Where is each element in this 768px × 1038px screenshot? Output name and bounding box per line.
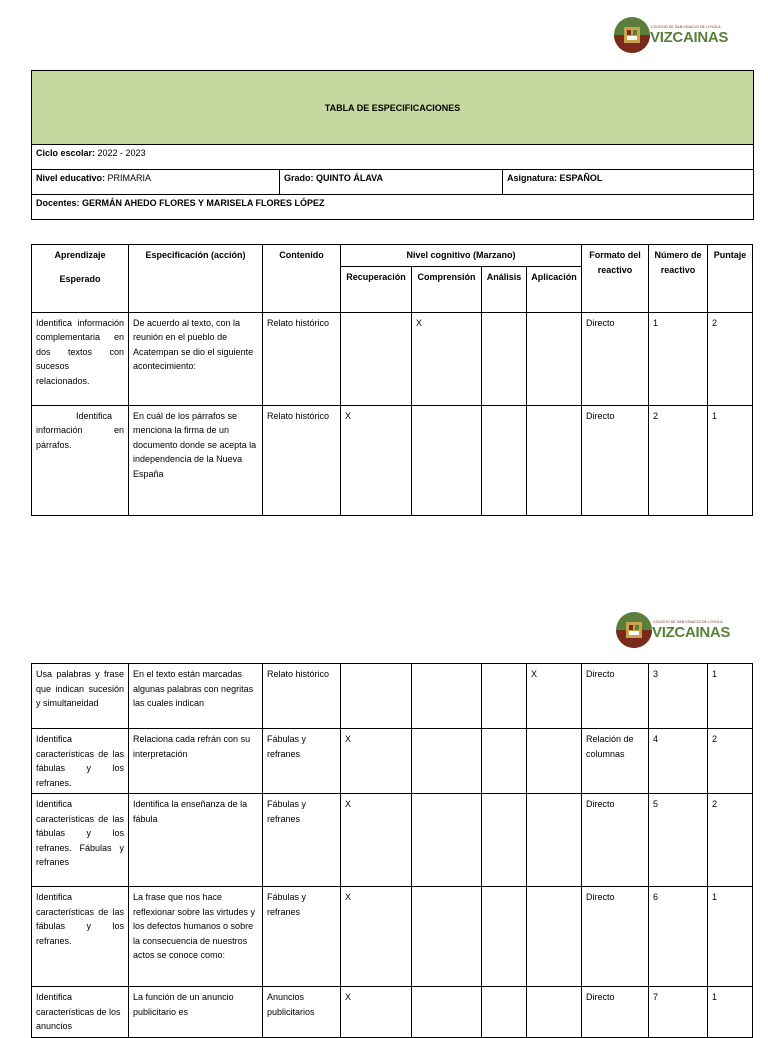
cell-especificacion: La función de un anuncio publicitario es <box>129 987 263 1038</box>
table-row <box>32 729 753 794</box>
cell-aplicacion: X <box>527 664 582 729</box>
crest-icon <box>613 8 651 62</box>
docentes-value: GERMÁN AHEDO FLORES Y MARISELA FLORES LÓPEZ <box>79 198 325 208</box>
cell-comprension <box>412 794 482 887</box>
cell-especificacion: En el texto están marcadas algunas palabras con negritas las cuales indican <box>129 664 263 729</box>
cell-puntaje: 1 <box>708 664 753 729</box>
school-name: COLEGIO DE SAN IGNACIO DE LOYOLA <box>653 620 723 624</box>
docentes-label: Docentes: <box>36 198 80 208</box>
cell-numero: 7 <box>649 987 708 1038</box>
docentes-row <box>32 194 753 219</box>
cell-contenido: Fábulas y refranes <box>263 729 341 794</box>
table-row <box>32 887 753 987</box>
cell-analisis <box>482 887 527 987</box>
cell-contenido: Fábulas y refranes <box>263 794 341 887</box>
col-contenido: Contenido <box>263 245 341 313</box>
cell-puntaje: 1 <box>708 987 753 1038</box>
cell-contenido: Fábulas y refranes <box>263 887 341 987</box>
cell-recuperacion: X <box>341 729 412 794</box>
cell-analisis <box>482 987 527 1038</box>
asignatura-value: ESPAÑOL <box>557 173 603 183</box>
cell-puntaje: 2 <box>708 794 753 887</box>
cell-aprendizaje: Identifica información en párrafos. <box>32 405 129 515</box>
cell-comprension <box>412 987 482 1038</box>
header-table <box>31 70 754 220</box>
cell-aprendizaje: Identifica características de las fábulas y los refranes. <box>32 887 129 987</box>
nivel-value: PRIMARIA <box>105 173 152 183</box>
col-aplicacion: Aplicación <box>527 266 582 312</box>
cell-aplicacion <box>527 794 582 887</box>
cell-aprendizaje: Identifica información complementaria en dos textos con sucesos relacionados. <box>32 312 129 405</box>
cell-numero: 3 <box>649 664 708 729</box>
cell-contenido: Relato histórico <box>263 664 341 729</box>
col-numero: Número de reactivo <box>649 245 708 313</box>
cell-aplicacion <box>527 887 582 987</box>
asignatura-label: Asignatura: <box>507 173 558 183</box>
table-row <box>32 312 753 405</box>
cell-numero: 5 <box>649 794 708 887</box>
cell-contenido: Relato histórico <box>263 405 341 515</box>
col-nivel-cognitivo: Nivel cognitivo (Marzano) <box>341 245 582 267</box>
cell-contenido: Relato histórico <box>263 312 341 405</box>
cell-aplicacion <box>527 987 582 1038</box>
school-logo <box>613 8 729 64</box>
table-row <box>32 794 753 887</box>
cell-formato: Directo <box>582 794 649 887</box>
cell-recuperacion: X <box>341 987 412 1038</box>
cell-aprendizaje: Identifica características de los anuncios <box>32 987 129 1038</box>
ciclo-label: Ciclo escolar: <box>36 148 96 158</box>
cell-puntaje: 1 <box>708 405 753 515</box>
cell-aprendizaje: Usa palabras y frase que indican sucesión y simultaneidad <box>32 664 129 729</box>
col-especificacion: Especificación (acción) <box>129 245 263 313</box>
school-name: COLEGIO DE SAN IGNACIO DE LOYOLA <box>651 25 721 29</box>
col-aprendizaje-line1: Aprendizaje <box>54 250 106 260</box>
table-row <box>32 987 753 1038</box>
document-title: TABLA DE ESPECIFICACIONES <box>32 71 753 144</box>
cell-analisis <box>482 664 527 729</box>
cell-numero: 4 <box>649 729 708 794</box>
cell-formato: Directo <box>582 312 649 405</box>
brand-name: VIZCAINAS <box>652 624 731 641</box>
cell-especificacion: Relaciona cada refrán con su interpretación <box>129 729 263 794</box>
cell-analisis <box>482 312 527 405</box>
cell-especificacion: En cuál de los párrafos se menciona la firma de un documento donde se acepta la independencia de la Nueva España <box>129 405 263 515</box>
cell-comprension: X <box>412 312 482 405</box>
cell-contenido: Anuncios publicitarios <box>263 987 341 1038</box>
cell-especificacion: De acuerdo al texto, con la reunión en el pueblo de Acatempan se dio el siguiente acontecimiento: <box>129 312 263 405</box>
cell-aplicacion <box>527 312 582 405</box>
cell-formato: Directo <box>582 405 649 515</box>
cell-formato: Directo <box>582 987 649 1038</box>
cell-aprendizaje: Identifica características de las fábulas y los refranes. Fábulas y refranes <box>32 794 129 887</box>
cell-puntaje: 1 <box>708 887 753 987</box>
cell-numero: 1 <box>649 312 708 405</box>
ciclo-row <box>32 144 753 169</box>
table-row <box>32 405 753 515</box>
col-puntaje: Puntaje <box>708 245 753 313</box>
school-logo-page2 <box>615 603 731 659</box>
brand-name: VIZCAINAS <box>650 29 729 46</box>
cell-formato: Directo <box>582 887 649 987</box>
cell-numero: 6 <box>649 887 708 987</box>
spec-table-page1 <box>31 244 753 516</box>
ciclo-value: 2022 - 2023 <box>95 148 146 158</box>
table-row <box>32 664 753 729</box>
cell-recuperacion: X <box>341 405 412 515</box>
crest-icon <box>615 603 653 657</box>
cell-comprension <box>412 729 482 794</box>
grado-value: QUINTO ÁLAVA <box>313 173 384 183</box>
cell-aplicacion <box>527 405 582 515</box>
grado-label: Grado: <box>284 173 314 183</box>
cell-comprension <box>412 887 482 987</box>
col-analisis: Análisis <box>482 266 527 312</box>
cell-numero: 2 <box>649 405 708 515</box>
cell-aplicacion <box>527 729 582 794</box>
cell-formato: Directo <box>582 664 649 729</box>
cell-especificacion: Identifica la enseñanza de la fábula <box>129 794 263 887</box>
cell-aprendizaje: Identifica características de las fábulas y los refranes. <box>32 729 129 794</box>
col-recuperacion: Recuperación <box>341 266 412 312</box>
cell-analisis <box>482 405 527 515</box>
col-comprension: Comprensión <box>412 266 482 312</box>
cell-recuperacion: X <box>341 794 412 887</box>
cell-recuperacion <box>341 664 412 729</box>
nivel-row <box>32 169 753 194</box>
cell-puntaje: 2 <box>708 312 753 405</box>
col-formato: Formato del reactivo <box>582 245 649 313</box>
cell-comprension <box>412 405 482 515</box>
cell-analisis <box>482 794 527 887</box>
nivel-label: Nivel educativo: <box>36 173 106 183</box>
cell-formato: Relación de columnas <box>582 729 649 794</box>
cell-recuperacion: X <box>341 887 412 987</box>
col-aprendizaje <box>32 245 129 313</box>
cell-puntaje: 2 <box>708 729 753 794</box>
cell-recuperacion <box>341 312 412 405</box>
col-aprendizaje-line2: Esperado <box>59 273 101 284</box>
spec-table-page2 <box>31 663 753 1038</box>
cell-analisis <box>482 729 527 794</box>
cell-comprension <box>412 664 482 729</box>
cell-especificacion: La frase que nos hace reflexionar sobre las virtudes y los defectos humanos o sobre la consecuencia de nuestros actos se conoce como: <box>129 887 263 987</box>
